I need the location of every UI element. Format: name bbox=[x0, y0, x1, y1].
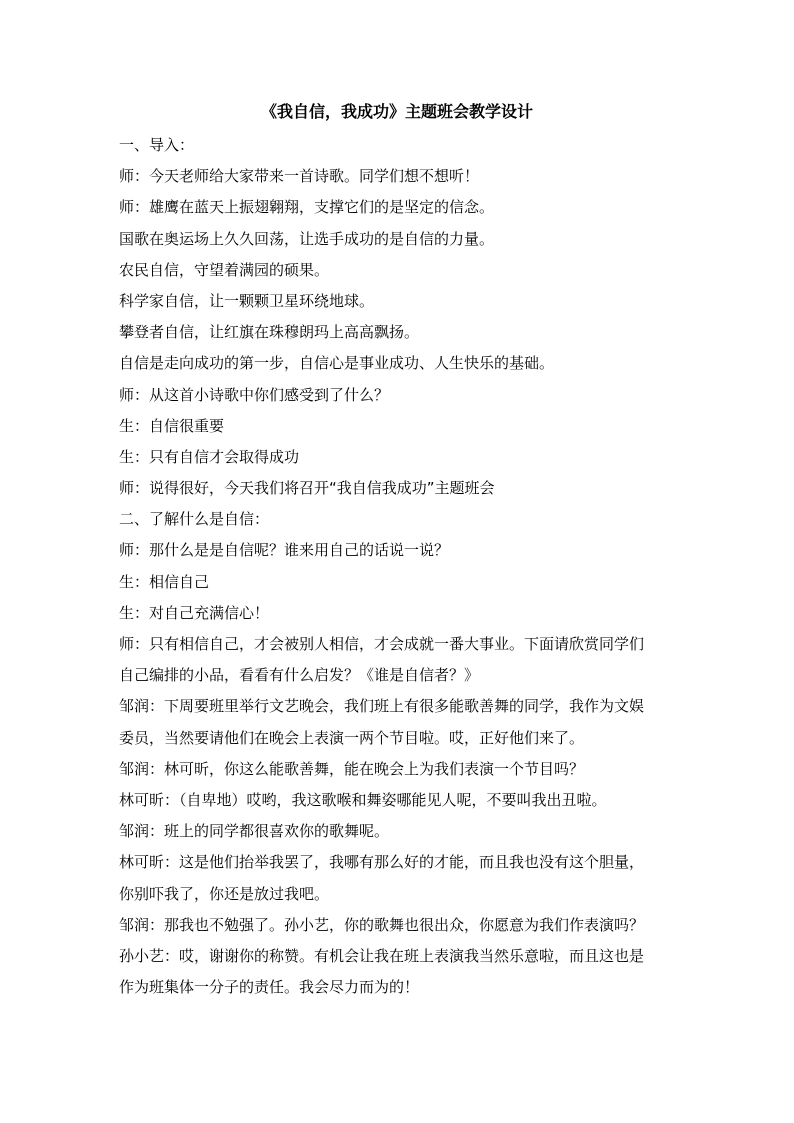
text-line: 生：相信自己 bbox=[119, 572, 210, 591]
document-body bbox=[119, 130, 679, 1003]
text-line: 邹润：下周要班里举行文艺晚会，我们班上有很多能歌善舞的同学，我作为文娱 bbox=[119, 697, 645, 716]
text-line: 生：自信很重要 bbox=[119, 416, 225, 435]
text-line: 林可昕：这是他们抬举我罢了，我哪有那么好的才能，而且我也没有这个胆量， bbox=[119, 853, 645, 872]
text-line: 师：从这首小诗歌中你们感受到了什么？ bbox=[119, 385, 390, 404]
text-line: 委员，当然要请他们在晚会上表演一两个节目啦。哎，正好他们来了。 bbox=[119, 728, 585, 747]
text-line: 自信是走向成功的第一步，自信心是事业成功、人生快乐的基础。 bbox=[119, 354, 555, 373]
text-line: 孙小艺：哎，谢谢你的称赞。有机会让我在班上表演我当然乐意啦，而且这也是 bbox=[119, 946, 645, 965]
text-line: 师：只有相信自己，才会被别人相信，才会成就一番大事业。下面请欣赏同学们 bbox=[119, 635, 645, 653]
text-line: 攀登者自信，让红旗在珠穆朗玛上高高飘扬。 bbox=[119, 323, 420, 342]
text-line: 邹润：班上的同学都很喜欢你的歌舞呢。 bbox=[119, 822, 390, 841]
text-line: 师：说得很好，今天我们将召开“我自信我成功”主题班会 bbox=[119, 479, 495, 498]
text-line: 林可昕：（自卑地）哎哟，我这歌喉和舞姿哪能见人呢，不要叫我出丑啦。 bbox=[119, 790, 607, 809]
text-line: 生：对自己充满信心！ bbox=[119, 603, 270, 622]
text-line: 邹润：那我也不勉强了。孙小艺，你的歌舞也很出众，你愿意为我们作表演吗？ bbox=[119, 915, 645, 934]
text-line: 生：只有自信才会取得成功 bbox=[119, 447, 300, 466]
text-line: 二、了解什么是自信： bbox=[119, 510, 270, 529]
text-line: 你别吓我了，你还是放过我吧。 bbox=[119, 884, 330, 903]
text-line: 邹润：林可昕，你这么能歌善舞，能在晚会上为我们表演一个节目吗？ bbox=[119, 759, 585, 778]
text-line: 师：雄鹰在蓝天上振翅翱翔，支撑它们的是坚定的信念。 bbox=[119, 198, 495, 217]
text-line: 科学家自信，让一颗颗卫星环绕地球。 bbox=[119, 291, 375, 310]
text-line: 作为班集体一分子的责任。我会尽力而为的！ bbox=[119, 978, 420, 997]
text-line: 师：今天老师给大家带来一首诗歌。同学们想不想听！ bbox=[119, 167, 480, 186]
text-line: 师：那什么是是自信呢？谁来用自己的话说一说？ bbox=[119, 541, 450, 560]
text-line: 一、导入： bbox=[119, 136, 195, 154]
text-line: 农民自信，守望着满园的硕果。 bbox=[119, 260, 330, 279]
document-title: 《我自信，我成功》主题班会教学设计 bbox=[260, 102, 533, 121]
text-line: 自己编排的小品，看看有什么启发？《谁是自信者？》 bbox=[119, 666, 480, 685]
text-line: 国歌在奥运场上久久回荡，让选手成功的是自信的力量。 bbox=[119, 229, 495, 248]
